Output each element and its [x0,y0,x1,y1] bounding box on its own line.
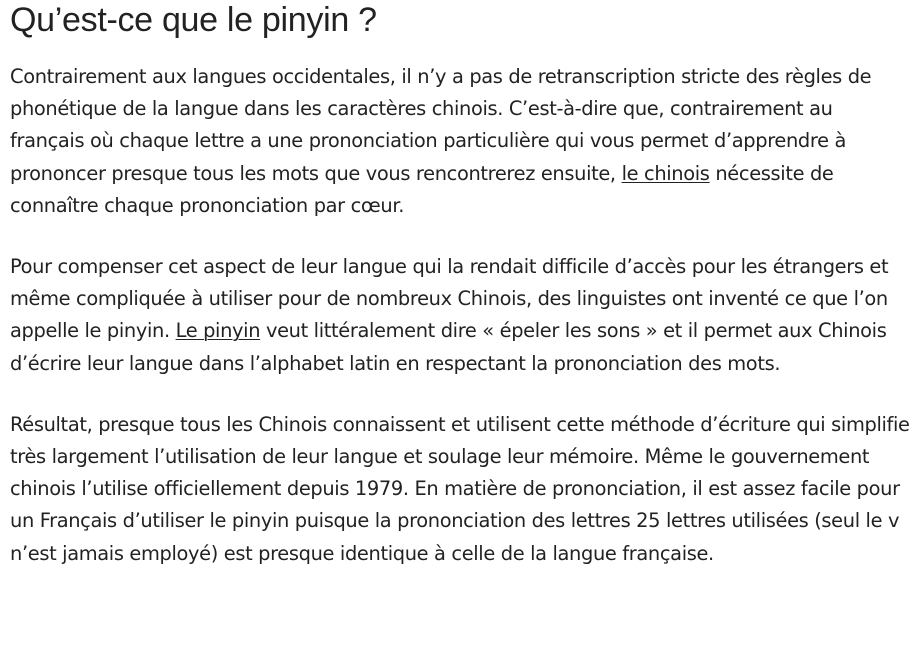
paragraph-1 [10,61,912,222]
paragraph-2-text-end: veut littéralement dire « épeler les sons » et il permet aux Chinois d’écrire leur langue dans l’alphabet latin en respectant la prononciation des mots. [10,319,887,375]
link-le-pinyin[interactable]: Le pinyin [175,319,261,343]
paragraph-1-text-start: Contrairement aux langues occidentales, il n’y a pas de retranscription stricte des règles de phonétique de la langue dans les caractères chinois. C’est-à-dire que, contrairement au français où chaque lettre a une prononciation particulière qui vous permet d’apprendre à prononcer presque tous les mots que vous rencontrerez ensuite, [10,65,872,185]
paragraph-2 [10,251,912,380]
page-title: Qu’est-ce que le pinyin ? [10,1,377,39]
paragraph-1-text-end: nécessite de connaître chaque prononciation par cœur. [10,161,834,217]
paragraph-2-text-start: Pour compenser cet aspect de leur langue qui la rendait difficile d’accès pour les étrangers et même compliquée à utiliser pour de nombreux Chinois, des linguistes ont inventé ce que l’on appelle le pinyin. [10,255,889,343]
paragraph-3: Résultat, presque tous les Chinois connaissent et utilisent cette méthode d’écriture qui simplifie très largement l’utilisation de leur langue et soulage leur mémoire. Même le gouvernement chinois l’utilise officiellement depuis 1979. En matière de prononciation, il est assez facile pour un Français d’utiliser le pinyin puisque la prononciation des lettres 25 lettres utilisées (seul le v n’est jamais employé) est presque identique à celle de la langue française. [10,412,910,565]
link-le-chinois[interactable]: le chinois [621,161,710,185]
